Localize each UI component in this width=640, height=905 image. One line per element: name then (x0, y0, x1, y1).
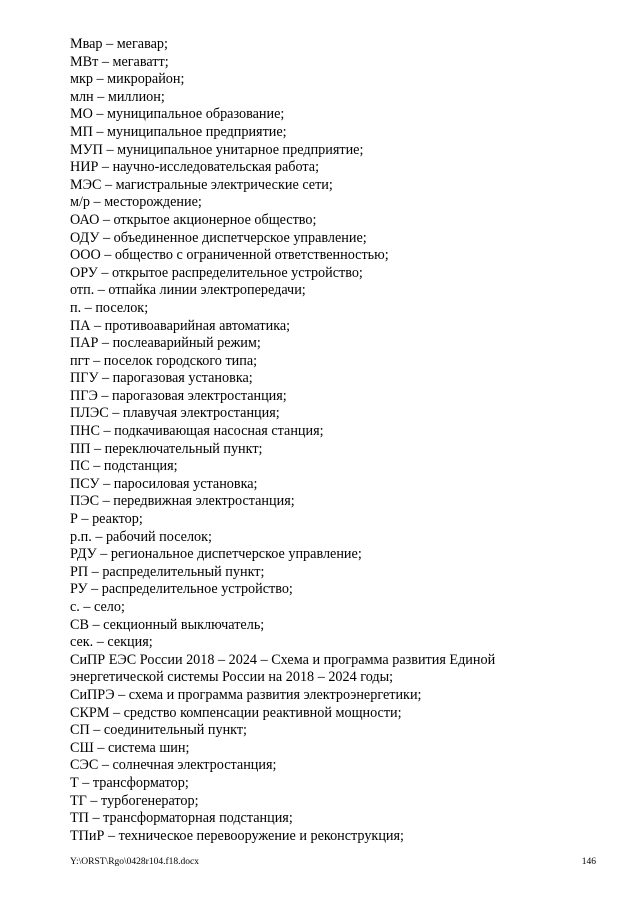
abbreviation-entry: ПЭС – передвижная электростанция; (70, 493, 295, 510)
abbreviation-entry: п. – поселок; (70, 299, 149, 316)
footer-page-number: 146 (581, 857, 596, 867)
abbreviation-entry: ПСУ – паросиловая установка; (70, 475, 258, 492)
abbreviation-entry: Т – трансформатор; (70, 774, 189, 791)
abbreviation-entry: РУ – распределительное устройство; (70, 581, 293, 598)
abbreviation-entry: ТПиР – техническое перевооружение и реконструкция; (70, 827, 404, 844)
abbreviation-entry: мкр – микрорайон; (70, 71, 185, 88)
abbreviation-entry: Р – реактор; (70, 511, 143, 528)
abbreviation-entry: НИР – научно-исследовательская работа; (70, 159, 320, 176)
abbreviation-entry: ТГ – турбогенератор; (70, 792, 199, 809)
page-footer (70, 855, 596, 869)
abbreviation-entry: ОАО – открытое акционерное общество; (70, 211, 317, 228)
abbreviation-entry: ПА – противоаварийная автоматика; (70, 317, 291, 334)
abbreviation-entry: ПЛЭС – плавучая электростанция; (70, 405, 280, 422)
abbreviation-entry: р.п. – рабочий поселок; (70, 528, 212, 545)
abbreviation-entry: ОРУ – открытое распределительное устройство; (70, 264, 363, 281)
abbreviation-entry: СиПРЭ – схема и программа развития электроэнергетики; (70, 686, 422, 703)
abbreviation-entry: СП – соединительный пункт; (70, 722, 248, 739)
abbreviation-entry: ПС – подстанция; (70, 458, 178, 475)
abbreviation-entry: Мвар – мегавар; (70, 36, 168, 52)
abbreviation-entry: МУП – муниципальное унитарное предприятие; (70, 141, 364, 158)
footer-file-path: Y:\ORST\Rgo\0428r104.f18.docx (70, 857, 199, 867)
abbreviation-entry: ПГЭ – парогазовая электростанция; (70, 387, 287, 404)
abbreviation-entry: РП – распределительный пункт; (70, 563, 265, 580)
abbreviation-entry: м/р – месторождение; (70, 194, 202, 211)
abbreviation-entry: СКРМ – средство компенсации реактивной мощности; (70, 704, 402, 721)
abbreviation-list (70, 36, 590, 845)
abbreviation-entry: РДУ – региональное диспетчерское управление; (70, 546, 362, 563)
abbreviation-entry: СЭС – солнечная электростанция; (70, 757, 277, 774)
abbreviation-entry: СиПР ЕЭС России 2018 – 2024 – Схема и программа развития Единой энергетической системы России на 2018 – 2024 годы; (70, 651, 496, 686)
abbreviation-entry: ПАР – послеаварийный режим; (70, 335, 261, 352)
abbreviation-entry: ПП – переключательный пункт; (70, 440, 263, 457)
abbreviation-entry: МЭС – магистральные электрические сети; (70, 176, 333, 193)
abbreviation-entry: пгт – поселок городского типа; (70, 352, 258, 369)
abbreviation-entry: с. – село; (70, 599, 125, 615)
abbreviation-entry: СШ – система шин; (70, 739, 190, 756)
abbreviation-entry: ООО – общество с ограниченной ответственностью; (70, 247, 389, 264)
abbreviation-entry: МП – муниципальное предприятие; (70, 123, 287, 140)
abbreviation-entry: млн – миллион; (70, 88, 165, 105)
abbreviation-entry: ПГУ – парогазовая установка; (70, 370, 253, 387)
abbreviation-entry: СВ – секционный выключатель; (70, 616, 265, 633)
abbreviation-entry: МВт – мегаватт; (70, 53, 169, 70)
abbreviation-entry: сек. – секция; (70, 634, 153, 651)
abbreviation-entry: отп. – отпайка линии электропередачи; (70, 282, 306, 299)
abbreviation-entry: ПНС – подкачивающая насосная станция; (70, 423, 324, 440)
abbreviation-entry: ТП – трансформаторная подстанция; (70, 810, 293, 827)
abbreviation-entry: ОДУ – объединенное диспетчерское управление; (70, 229, 367, 246)
abbreviation-entry: МО – муниципальное образование; (70, 106, 285, 123)
